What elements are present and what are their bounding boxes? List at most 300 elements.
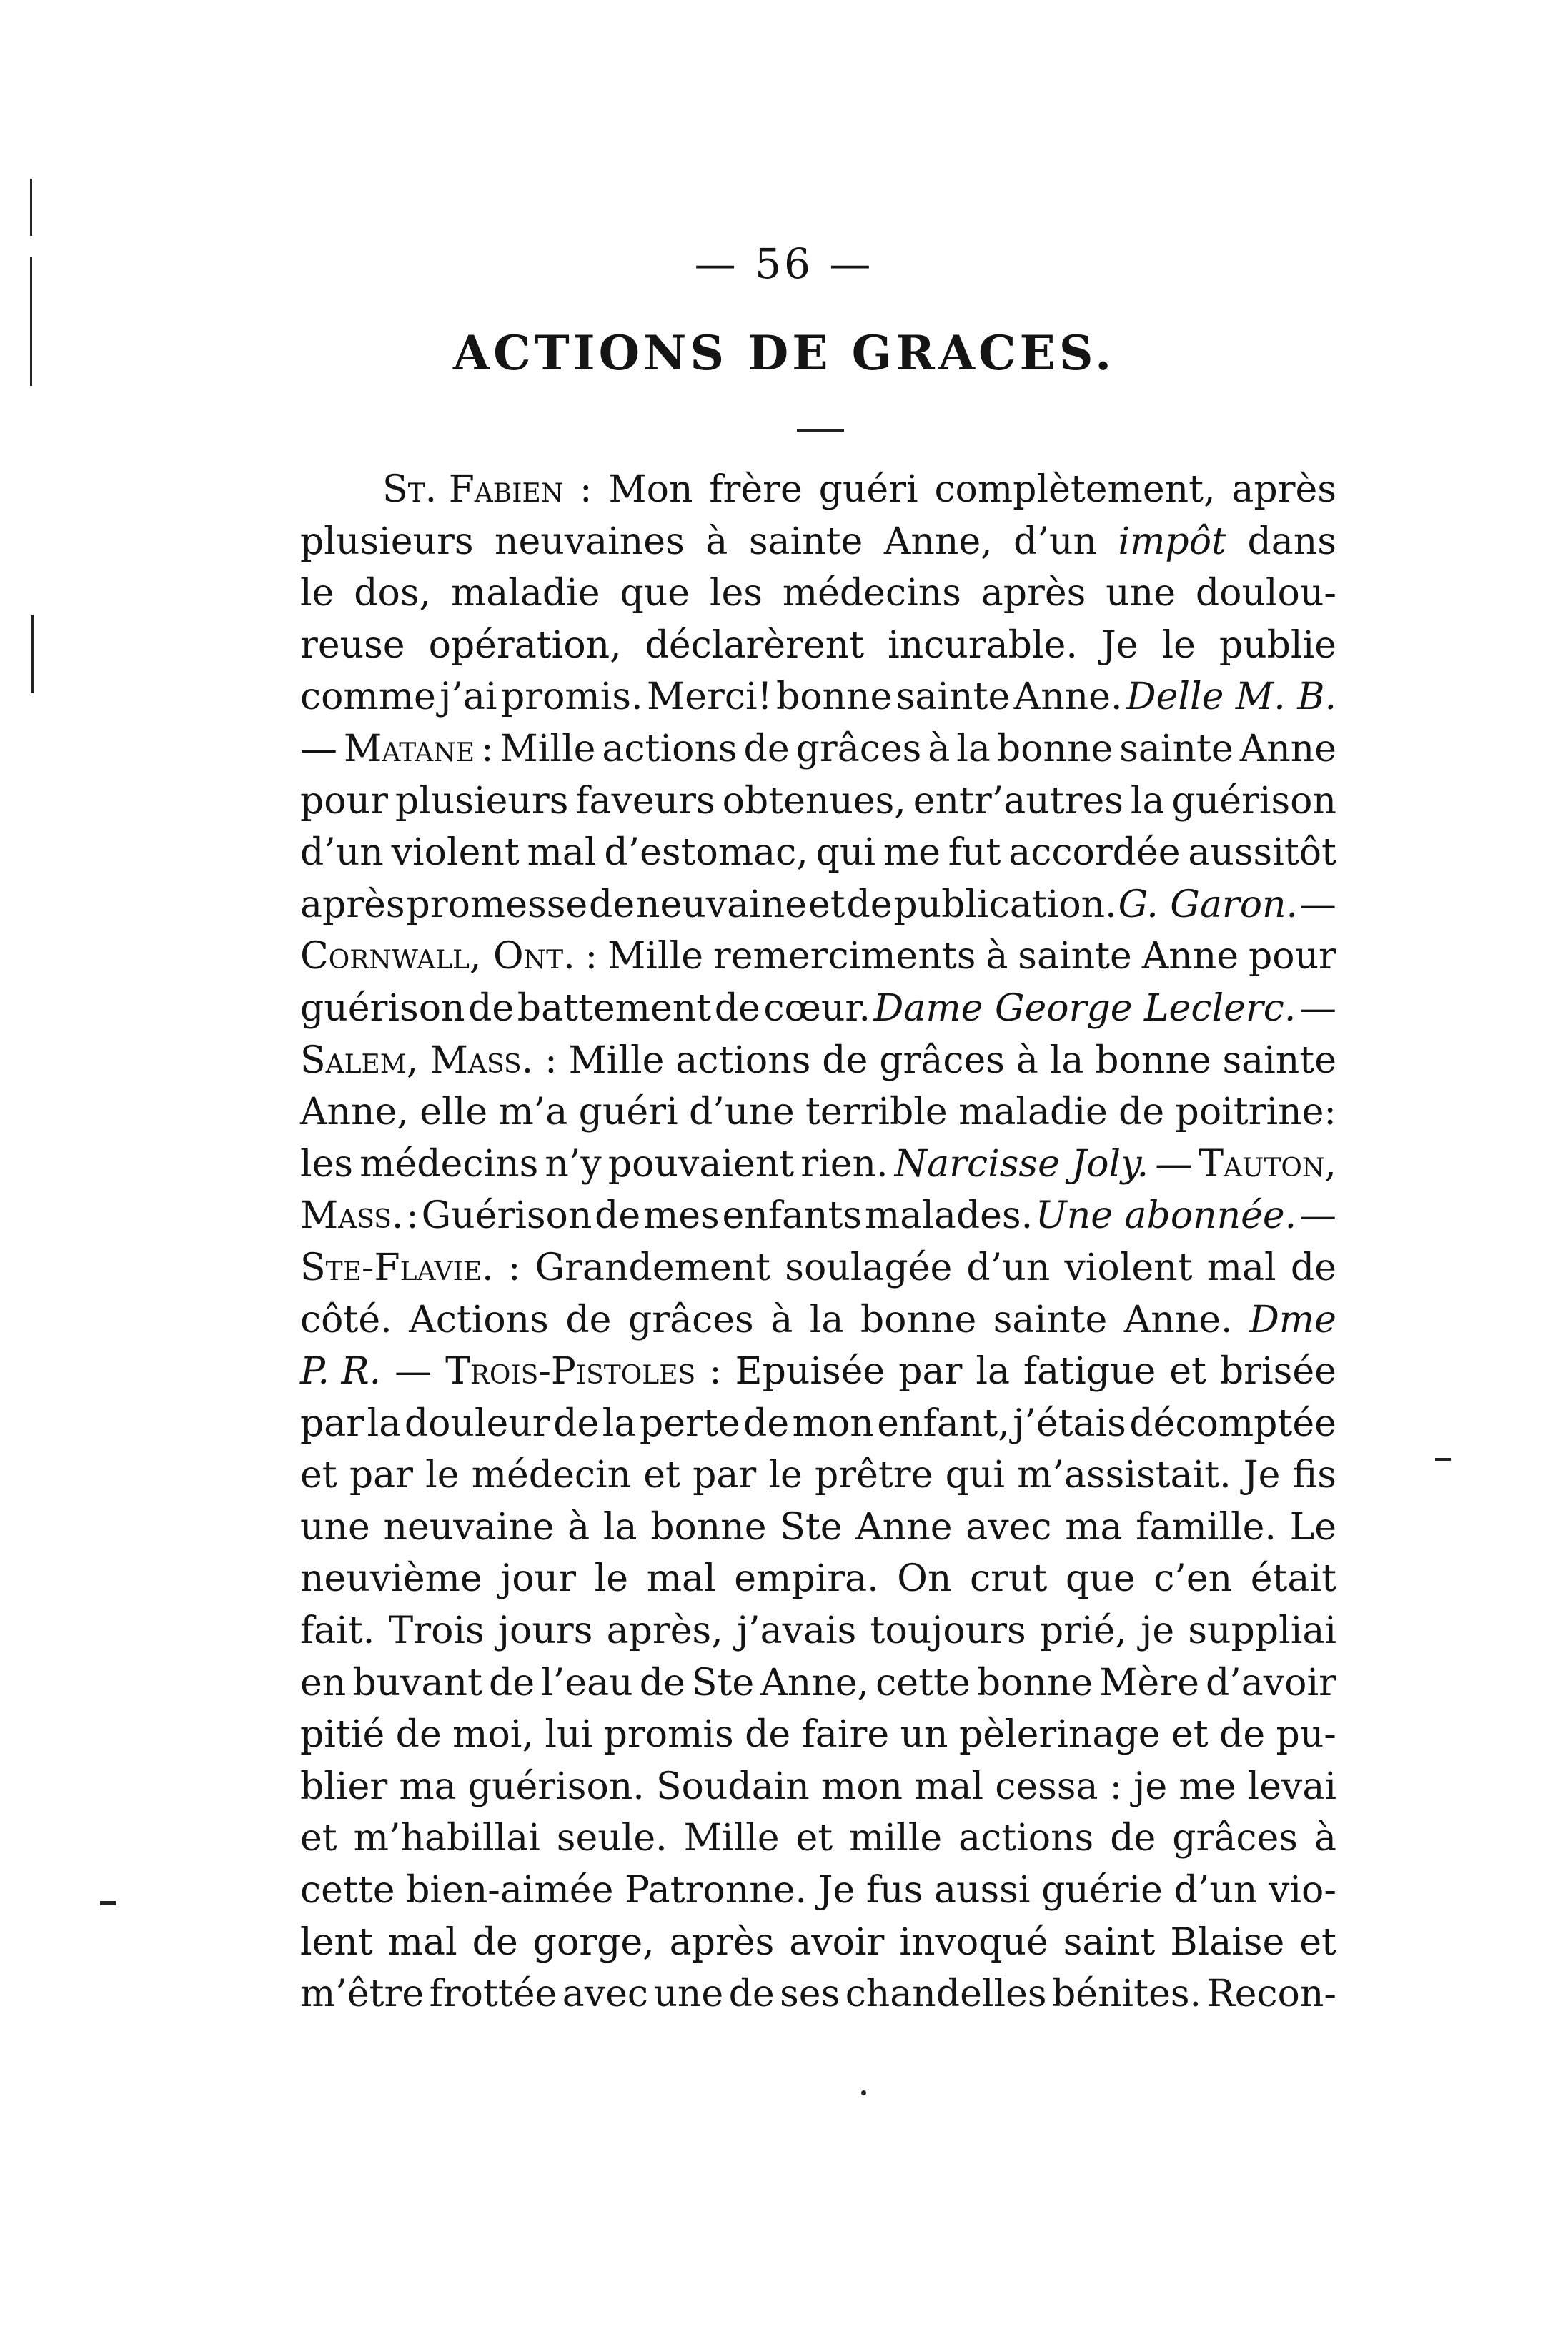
word: un <box>900 1713 948 1757</box>
word: frottée <box>429 1973 557 2016</box>
word: pitié <box>300 1713 385 1757</box>
word: guéri <box>818 468 918 511</box>
word: m’être <box>300 1973 425 2016</box>
word: bien-aimée <box>406 1869 614 1912</box>
body-text <box>300 468 1336 2025</box>
word: Le <box>1289 1505 1336 1549</box>
word: Mille <box>683 1817 780 1860</box>
text-line <box>300 624 1336 676</box>
word: mal <box>527 831 597 875</box>
word: accordée <box>1008 831 1181 875</box>
word: remerciments <box>713 935 976 978</box>
word: la <box>1130 779 1165 823</box>
word: lui <box>545 1713 593 1757</box>
word: bénites. <box>1052 1973 1202 2016</box>
text-line <box>300 1817 1336 1869</box>
word: la <box>956 727 991 770</box>
word: de <box>395 1713 442 1757</box>
word: j’étais <box>1013 1401 1126 1445</box>
text-line <box>300 935 1336 987</box>
text-line <box>300 572 1336 624</box>
word: prié, <box>1039 1609 1127 1653</box>
word: frère <box>709 468 803 511</box>
word: d’un <box>1173 1869 1258 1912</box>
word: grâces <box>879 1038 1005 1082</box>
word: G. Garon. <box>1118 883 1299 926</box>
word: Recon- <box>1206 1973 1336 2016</box>
word: pour <box>1248 935 1336 978</box>
word: Mon <box>608 468 693 511</box>
word: : <box>709 1350 722 1394</box>
word: maladie <box>958 1091 1108 1134</box>
word: Je <box>1101 623 1138 667</box>
word: de <box>728 1973 775 2016</box>
scan-mark <box>1435 1458 1451 1461</box>
word: grâces <box>1172 1817 1298 1860</box>
word: le <box>768 1454 803 1497</box>
word: médecins <box>359 1142 539 1186</box>
word: faveurs <box>575 779 715 823</box>
word: et <box>808 883 845 926</box>
word: mes <box>642 1194 720 1238</box>
word: douleur <box>404 1401 550 1445</box>
word: par <box>349 1454 413 1497</box>
word: et <box>1299 1920 1336 1964</box>
word: Salem, Mass. <box>300 1038 534 1082</box>
word: côté. <box>300 1298 392 1341</box>
word: Soudain <box>655 1765 810 1808</box>
word: enfants <box>722 1194 863 1238</box>
word: mal <box>914 1765 984 1808</box>
text-line <box>300 1350 1336 1402</box>
word: j’ai <box>440 675 497 719</box>
word: soulagée <box>785 1246 953 1289</box>
text-line <box>300 1869 1336 1921</box>
word: la <box>976 1350 1010 1394</box>
word: le <box>300 572 334 615</box>
word: d’estomac, <box>604 831 808 875</box>
word: guérison <box>1171 779 1336 823</box>
text-line <box>300 1973 1336 2025</box>
word: à <box>705 520 728 563</box>
word: bonne <box>775 675 893 719</box>
word: promesse <box>406 883 588 926</box>
word: fus <box>865 1869 923 1912</box>
word: après, <box>606 1609 723 1653</box>
word: grâces <box>795 727 922 770</box>
word: la <box>367 1401 402 1445</box>
word: après <box>1231 468 1336 511</box>
word: de <box>745 1713 791 1757</box>
word: grâces <box>627 1298 754 1341</box>
word: — <box>300 727 337 770</box>
word: après <box>981 572 1086 615</box>
word: de <box>822 1038 868 1082</box>
word: cette <box>875 1661 971 1705</box>
word: à <box>986 935 1008 978</box>
word: — <box>395 1350 432 1394</box>
word: ses <box>780 1973 840 2016</box>
word: pouvaient <box>607 1142 795 1186</box>
word: Matane <box>343 727 475 770</box>
word: Je <box>818 1869 855 1912</box>
word: neuvaines <box>495 520 685 563</box>
word: sainte <box>993 1298 1108 1341</box>
word: de <box>553 1401 600 1445</box>
word: la <box>1049 1038 1084 1082</box>
word: Actions <box>409 1298 549 1341</box>
word: promis. <box>500 675 643 719</box>
word: à <box>567 1505 590 1549</box>
word: Narcisse Joly. <box>894 1142 1149 1186</box>
page-number: — 56 — <box>694 239 874 288</box>
word: les <box>300 1142 354 1186</box>
word: jours <box>497 1609 593 1653</box>
word: me <box>883 831 941 875</box>
word: après <box>300 883 405 926</box>
word: bonne <box>1095 1038 1211 1082</box>
text-line <box>300 468 1336 520</box>
word: : <box>507 1246 521 1289</box>
word: : <box>1109 1765 1123 1808</box>
word: lent <box>300 1920 373 1964</box>
word: bonne <box>976 1661 1093 1705</box>
word: actions <box>602 727 738 770</box>
word: Je <box>1243 1454 1281 1497</box>
scan-mark <box>31 615 34 693</box>
word: terrible <box>805 1091 948 1134</box>
word: incurable. <box>888 623 1078 667</box>
word: après <box>669 1920 775 1964</box>
word: n’y <box>545 1142 602 1186</box>
scan-mark <box>30 179 32 236</box>
word: publie <box>1219 623 1336 667</box>
word: Trois <box>388 1609 485 1653</box>
word: levai <box>1247 1765 1336 1808</box>
word: m’assistait. <box>1017 1454 1231 1497</box>
word: neuvaine <box>383 1505 555 1549</box>
word: Patronne. <box>625 1869 807 1912</box>
word: et <box>1169 1350 1206 1394</box>
word: de <box>743 1401 790 1445</box>
text-line <box>300 1609 1336 1662</box>
word: promis <box>603 1713 734 1757</box>
word: d’un <box>1013 520 1097 563</box>
word: avec <box>562 1973 649 2016</box>
word: sainte <box>748 520 863 563</box>
word: aussi <box>933 1869 1031 1912</box>
word: et <box>643 1454 680 1497</box>
word: Mille <box>607 935 703 978</box>
word: Epuisée <box>735 1350 885 1394</box>
text-line <box>300 987 1336 1039</box>
word: vio- <box>1269 1869 1336 1912</box>
word: Guérison <box>421 1194 592 1238</box>
word: P. R. <box>300 1350 382 1394</box>
text-line <box>300 520 1336 572</box>
word: médecins <box>782 572 961 615</box>
word: : <box>545 1038 557 1082</box>
word: Cornwall, Ont. <box>300 935 575 978</box>
word: avec <box>966 1505 1052 1549</box>
word: battement <box>517 986 712 1030</box>
text-line <box>300 1765 1336 1817</box>
word: c’en <box>1153 1557 1233 1601</box>
word: plusieurs <box>300 520 474 563</box>
word: fut <box>948 831 1001 875</box>
word: par <box>898 1350 963 1394</box>
word: reuse <box>300 623 405 667</box>
word: j’avais <box>736 1609 857 1653</box>
word: je <box>1141 1609 1175 1653</box>
word: pour <box>300 779 388 823</box>
word: mon <box>820 1765 903 1808</box>
text-line <box>300 883 1336 936</box>
word: l’eau <box>541 1661 633 1705</box>
word: Anne <box>855 1505 953 1549</box>
word: crut <box>970 1557 1048 1601</box>
word: : <box>585 935 598 978</box>
word: de <box>743 727 790 770</box>
word: bonne <box>650 1505 767 1549</box>
word: cessa <box>995 1765 1098 1808</box>
word: actions <box>675 1038 811 1082</box>
word: cette <box>300 1869 395 1912</box>
word: — <box>1299 883 1336 926</box>
word: mal <box>387 1920 457 1964</box>
word: — <box>1299 986 1336 1030</box>
word: obtenues, <box>722 779 906 823</box>
word: médecin <box>471 1454 632 1497</box>
word: et <box>300 1817 337 1860</box>
word: de <box>1118 1091 1165 1134</box>
word: toujours <box>870 1609 1026 1653</box>
word: guérison. <box>467 1765 645 1808</box>
word: enfant, <box>877 1401 1010 1445</box>
word: complètement, <box>934 468 1216 511</box>
word: : <box>481 727 494 770</box>
word: d’un <box>966 1246 1051 1289</box>
scan-mark <box>861 2090 866 2095</box>
word: empira. <box>734 1557 879 1601</box>
word: St. Fabien <box>382 468 564 511</box>
word: moi, <box>452 1713 534 1757</box>
word: Mass. <box>300 1194 404 1238</box>
word: et <box>1171 1713 1209 1757</box>
word: une <box>1106 572 1176 615</box>
word: perte <box>639 1401 740 1445</box>
word: par <box>693 1454 757 1497</box>
word: une <box>300 1505 370 1549</box>
word: Anne, <box>883 520 993 563</box>
word: seule. <box>556 1817 668 1860</box>
text-line <box>300 1713 1336 1765</box>
word: aussitôt <box>1188 831 1336 875</box>
text-line <box>300 728 1336 780</box>
word: neuvième <box>300 1557 482 1601</box>
word: comme <box>300 675 436 719</box>
word: actions <box>958 1817 1094 1860</box>
word: que <box>620 572 690 615</box>
word: sainte <box>1119 727 1234 770</box>
word: Anne <box>1239 727 1336 770</box>
page-title: ACTIONS DE GRACES. <box>452 325 1116 381</box>
word: les <box>709 572 763 615</box>
scan-mark <box>30 257 32 386</box>
word: décomptée <box>1129 1401 1336 1445</box>
word: Anne. <box>1123 1298 1233 1341</box>
word: doulou- <box>1195 572 1336 615</box>
word: avoir <box>789 1920 885 1964</box>
text-line <box>300 1557 1336 1609</box>
word: ma <box>399 1765 457 1808</box>
word: mal <box>1206 1246 1276 1289</box>
word: le <box>1161 623 1196 667</box>
word: Anne, <box>760 1661 870 1705</box>
title-divider <box>797 429 844 432</box>
word: pu- <box>1276 1713 1336 1757</box>
word: cœur. <box>763 986 871 1030</box>
word: Ste-Flavie. <box>300 1246 494 1289</box>
word: malades. <box>864 1194 1033 1238</box>
word: prêtre <box>814 1454 933 1497</box>
word: blier <box>300 1765 388 1808</box>
word: et <box>300 1454 337 1497</box>
text-line <box>300 1402 1336 1454</box>
text-line <box>300 1143 1336 1195</box>
word: violent <box>391 831 520 875</box>
word: : <box>580 468 592 511</box>
text-line <box>300 1454 1336 1506</box>
word: neuvaine <box>635 883 808 926</box>
word: la <box>602 1401 637 1445</box>
text-line <box>300 780 1336 832</box>
word: faire <box>801 1713 890 1757</box>
word: entr’autres <box>913 779 1123 823</box>
word: de <box>714 986 760 1030</box>
word: d’avoir <box>1205 1661 1336 1705</box>
word: ma <box>1065 1505 1123 1549</box>
word: Blaise <box>1170 1920 1285 1964</box>
word: Dame George Leclerc. <box>873 986 1296 1030</box>
word: guéri <box>578 1091 678 1134</box>
word: famille. <box>1136 1505 1276 1549</box>
word: fis <box>1292 1454 1336 1497</box>
text-line <box>300 1246 1336 1299</box>
word: à <box>928 727 951 770</box>
word: de <box>472 1920 518 1964</box>
word: plusieurs <box>395 779 569 823</box>
word: à <box>1016 1038 1038 1082</box>
scan-mark <box>100 1901 116 1905</box>
word: suppliai <box>1188 1609 1336 1653</box>
word: mille <box>849 1817 943 1860</box>
text-line <box>300 1039 1336 1091</box>
word: dans <box>1247 520 1336 563</box>
word: à <box>1314 1817 1336 1860</box>
word: On <box>897 1557 952 1601</box>
word: buvant <box>352 1661 482 1705</box>
text-line <box>300 1299 1336 1351</box>
word: m’a <box>498 1091 568 1134</box>
word: dos, <box>354 572 432 615</box>
text-line <box>300 1194 1336 1246</box>
word: — <box>1155 1142 1193 1186</box>
word: de <box>565 1298 612 1341</box>
word: violent <box>1064 1246 1193 1289</box>
word: brisée <box>1219 1350 1336 1394</box>
word: de <box>639 1661 685 1705</box>
text-line <box>300 1506 1336 1558</box>
word: invoqué <box>899 1920 1048 1964</box>
word: de <box>595 1194 641 1238</box>
word: guérison <box>300 986 465 1030</box>
word: Anne <box>1141 935 1239 978</box>
word: de <box>1110 1817 1156 1860</box>
word: me <box>1179 1765 1236 1808</box>
word: Mille <box>500 727 596 770</box>
word: bonne <box>996 727 1113 770</box>
word: déclarèrent <box>645 623 865 667</box>
word: qui <box>815 831 876 875</box>
word: Tauton, <box>1199 1142 1336 1186</box>
text-line <box>300 1091 1336 1143</box>
word: guérie <box>1041 1869 1163 1912</box>
word: qui <box>945 1454 1005 1497</box>
word: la <box>809 1298 844 1341</box>
word: Dme <box>1249 1298 1336 1341</box>
word: que <box>1066 1557 1136 1601</box>
word: le <box>425 1454 460 1497</box>
word: bonne <box>860 1298 977 1341</box>
word: de <box>468 986 515 1030</box>
word: je <box>1133 1765 1168 1808</box>
text-line <box>300 831 1336 883</box>
word: Grandement <box>535 1246 771 1289</box>
word: elle <box>420 1091 488 1134</box>
word: de <box>1219 1713 1266 1757</box>
word: maladie <box>450 572 600 615</box>
text-line <box>300 1662 1336 1714</box>
word: impôt <box>1118 520 1226 563</box>
word: m’habillai <box>353 1817 540 1860</box>
word: publication. <box>893 883 1117 926</box>
word: opération, <box>428 623 622 667</box>
word: Trois-Pistoles <box>445 1350 696 1394</box>
word: et <box>795 1817 833 1860</box>
word: de <box>846 883 893 926</box>
word: Anne, <box>300 1091 409 1134</box>
word: d’une <box>689 1091 795 1134</box>
word: de <box>589 883 635 926</box>
word: était <box>1250 1557 1336 1601</box>
word: Anne. <box>1013 675 1123 719</box>
word: — <box>1299 1194 1336 1238</box>
word: de <box>1290 1246 1336 1289</box>
word: la <box>602 1505 637 1549</box>
word: fatigue <box>1023 1350 1156 1394</box>
word: d’un <box>300 831 384 875</box>
word: poitrine: <box>1175 1091 1336 1134</box>
word: rien. <box>800 1142 888 1186</box>
word: le <box>594 1557 629 1601</box>
word: saint <box>1063 1920 1156 1964</box>
word: gorge, <box>532 1920 655 1964</box>
word: Delle M. B. <box>1126 675 1336 719</box>
word: jour <box>500 1557 577 1601</box>
word: sainte <box>1222 1038 1336 1082</box>
word: : <box>406 1194 419 1238</box>
